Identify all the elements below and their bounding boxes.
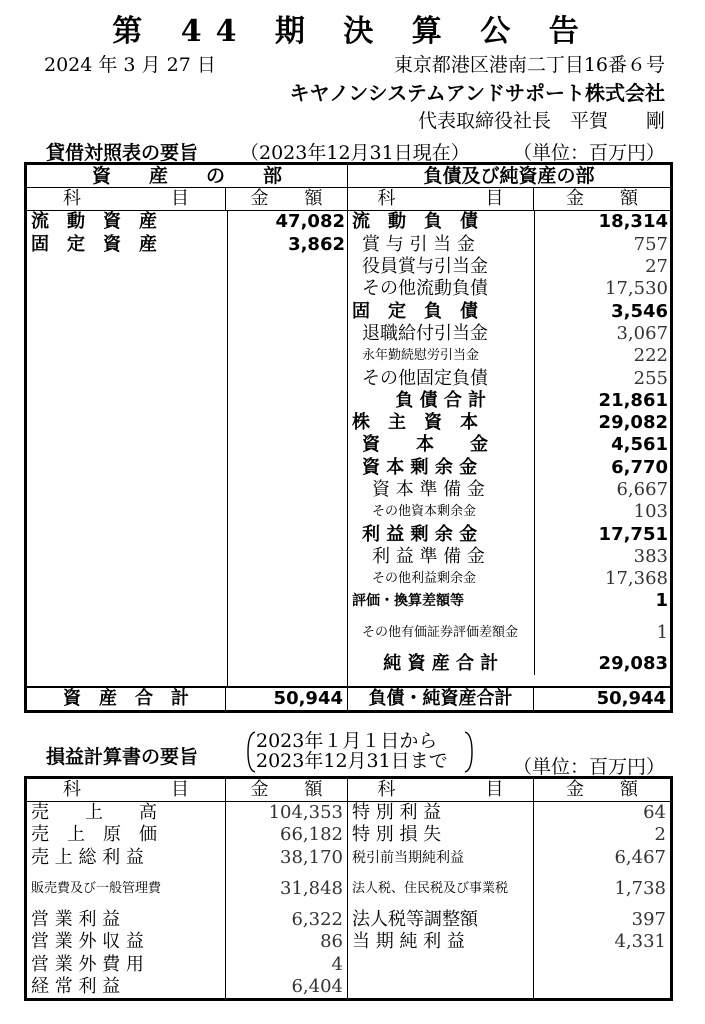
representative: 代表取締役社長 平賀 剛 — [417, 110, 665, 132]
liability-row: その他流動負債 17,530 — [348, 278, 672, 300]
notice-title: 第 44 期 決 算 公 告 — [112, 14, 593, 49]
income-row: 販売費及び一般管理費 31,848 法人税、住民税及び事業税 1,738 — [26, 869, 672, 909]
left-paren-brace — [246, 731, 256, 773]
is-right-amount-col-header: 金 額 — [534, 778, 672, 802]
balance-sheet-unit: （単位：百万円） — [512, 142, 665, 164]
right-paren-brace — [464, 731, 474, 773]
assets-item-col-header: 科 目 — [26, 188, 226, 211]
liabilities-net-total-label: 負債・純資産合計 — [348, 687, 534, 712]
liability-row: 永年勤続慰労引当金 222 — [348, 345, 672, 367]
income-statement-unit: （単位：百万円） — [512, 756, 665, 778]
period-to: 2023年12月31日まで — [256, 750, 448, 772]
liability-row: 資 本 金 4,561 — [348, 434, 672, 456]
is-left-item-col-header: 科 目 — [26, 778, 226, 802]
liability-row: 資 本 剰 余 金 6,770 — [348, 457, 672, 479]
liab-item-col-header: 科 目 — [348, 188, 534, 211]
is-right-item-col-header: 科 目 — [348, 778, 534, 802]
liability-row: その他利益剰余金 17,368 — [348, 568, 672, 590]
liability-row: 賞 与 引 当 金 757 — [348, 234, 672, 256]
liability-row: 退職給付引当金 3,067 — [348, 323, 672, 345]
assets-column — [26, 211, 348, 687]
income-row: 売 上 総 利 益 38,170 税引前当期純利益 6,467 — [26, 847, 672, 869]
period-from: 2023年１月１日から — [256, 730, 438, 752]
liabilities-total-row: 負 債 合 計 21,861 — [348, 390, 672, 412]
asset-row: 流 動 資 産 47,082 — [27, 211, 348, 233]
assets-total-label: 資 産 合 計 — [26, 687, 226, 712]
liability-row: 評価・換算差額等 1 — [348, 590, 672, 612]
assets-section-header: 資 産 の 部 — [26, 164, 348, 188]
income-row: 営 業 外 費 用 4 — [26, 953, 672, 975]
liab-amount-col-header: 金 額 — [534, 188, 672, 211]
balance-sheet-table — [24, 162, 673, 713]
liability-row: 株 主 資 本 29,082 — [348, 412, 672, 434]
asset-row: 固 定 資 産 3,862 — [27, 234, 348, 256]
liability-row: 利 益 準 備 金 383 — [348, 546, 672, 568]
liabilities-net-total-value: 50,944 — [534, 687, 672, 712]
income-row: 売 上 原 価 66,182 特 別 損 失 2 — [26, 824, 672, 846]
net-assets-total-row: 純 資 産 合 計 29,083 — [348, 653, 672, 675]
liability-row: 流 動 負 債 18,314 — [348, 211, 672, 233]
assets-total-value: 50,944 — [226, 687, 348, 712]
company-address: 東京都港区港南二丁目16番６号 — [393, 54, 665, 76]
income-statement-title: 損益計算書の要旨 — [46, 746, 199, 768]
income-statement-period — [256, 731, 448, 771]
income-row: 経 常 利 益 6,404 — [26, 976, 672, 1000]
income-row: 営 業 外 収 益 86 当 期 純 利 益 4,331 — [26, 931, 672, 953]
liability-row: 固 定 負 債 3,546 — [348, 300, 672, 322]
company-name: キヤノンシステムアンドサポート株式会社 — [289, 81, 665, 105]
liability-row: 資 本 準 備 金 6,667 — [348, 479, 672, 501]
liability-row: その他固定負債 255 — [348, 367, 672, 389]
liability-row: その他有価証券評価差額金 1 — [348, 613, 672, 653]
liabilities-column — [348, 211, 672, 687]
income-row: 営 業 利 益 6,322 法人税等調整額 397 — [26, 909, 672, 931]
is-left-amount-col-header: 金 額 — [226, 778, 348, 802]
assets-amount-col-header: 金 額 — [226, 188, 348, 211]
balance-sheet-period: （2023年12月31日現在） — [240, 142, 470, 164]
liability-row: 役員賞与引当金 27 — [348, 256, 672, 278]
liability-row: その他資本剰余金 103 — [348, 501, 672, 523]
notice-date: 2024 年 3 月 27 日 — [44, 54, 216, 76]
balance-sheet-title: 貸借対照表の要旨 — [46, 142, 199, 164]
liabilities-section-header: 負債及び純資産の部 — [348, 164, 672, 188]
income-statement-table — [24, 776, 673, 1001]
liability-row: 利 益 剰 余 金 17,751 — [348, 523, 672, 545]
income-row: 売 上 高 104,353 特 別 利 益 64 — [26, 802, 672, 825]
